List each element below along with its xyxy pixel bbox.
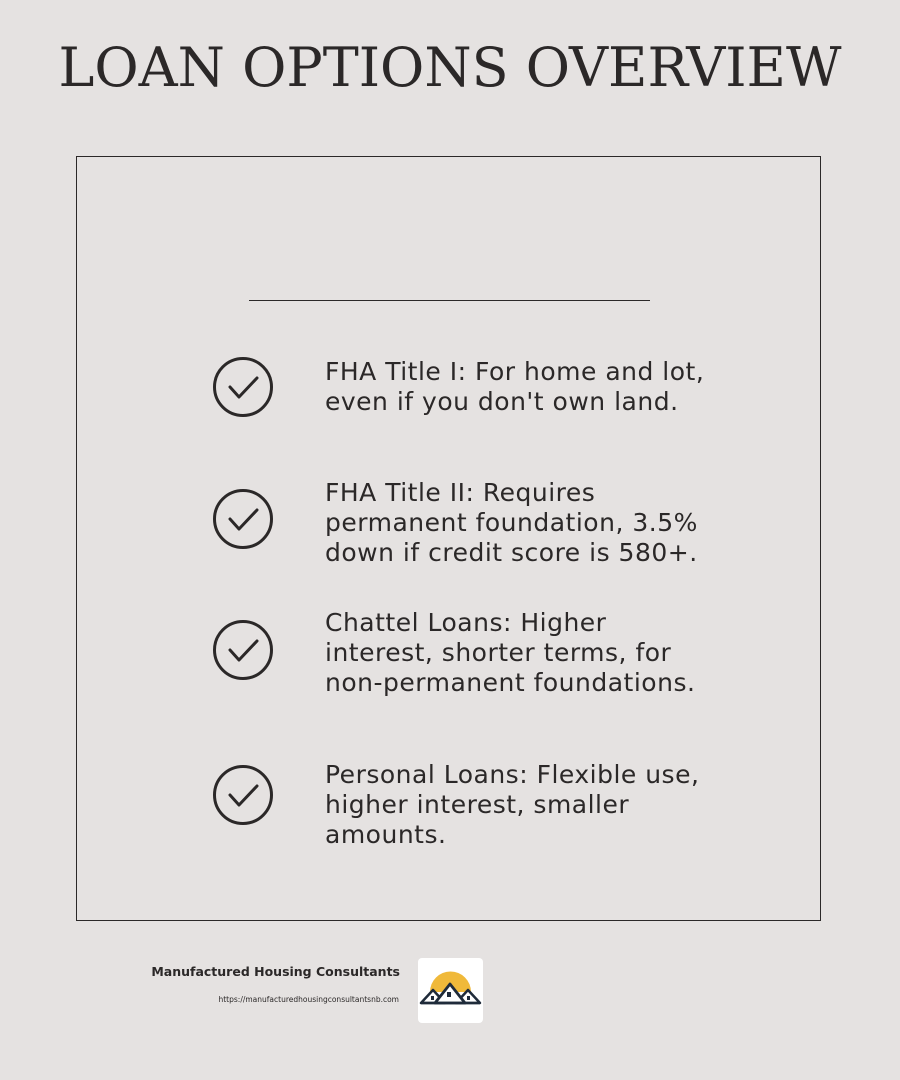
list-item-text	[325, 608, 745, 698]
list-item-line: down if credit score is 580+.	[325, 538, 698, 567]
list-item-line: FHA Title II: Requires	[325, 478, 596, 507]
company-name: Manufactured Housing Consultants	[151, 964, 400, 979]
list-item-line: interest, shorter terms, for	[325, 638, 672, 667]
list-item-text	[325, 760, 745, 850]
list-item-text	[325, 478, 745, 568]
list-item-line: amounts.	[325, 820, 447, 849]
check-circle-icon	[212, 619, 274, 681]
list-item-line: Chattel Loans: Higher	[325, 608, 607, 637]
check-circle-icon	[212, 764, 274, 826]
list-item-line: FHA Title I: For home and lot,	[325, 357, 705, 386]
company-url[interactable]: https://manufacturedhousingconsultantsnb.com	[218, 995, 399, 1004]
page-title: LOAN OPTIONS OVERVIEW	[58, 36, 842, 99]
list-item-line: Personal Loans: Flexible use,	[325, 760, 700, 789]
house-sunrise-logo	[418, 958, 483, 1023]
list-item-line: even if you don't own land.	[325, 387, 679, 416]
divider	[249, 300, 650, 301]
list-item-line: permanent foundation, 3.5%	[325, 508, 698, 537]
check-circle-icon	[212, 488, 274, 550]
list-item-text	[325, 357, 745, 417]
list-item-line: higher interest, smaller	[325, 790, 630, 819]
logo	[418, 958, 483, 1023]
list-item-line: non-permanent foundations.	[325, 668, 696, 697]
check-circle-icon	[212, 356, 274, 418]
